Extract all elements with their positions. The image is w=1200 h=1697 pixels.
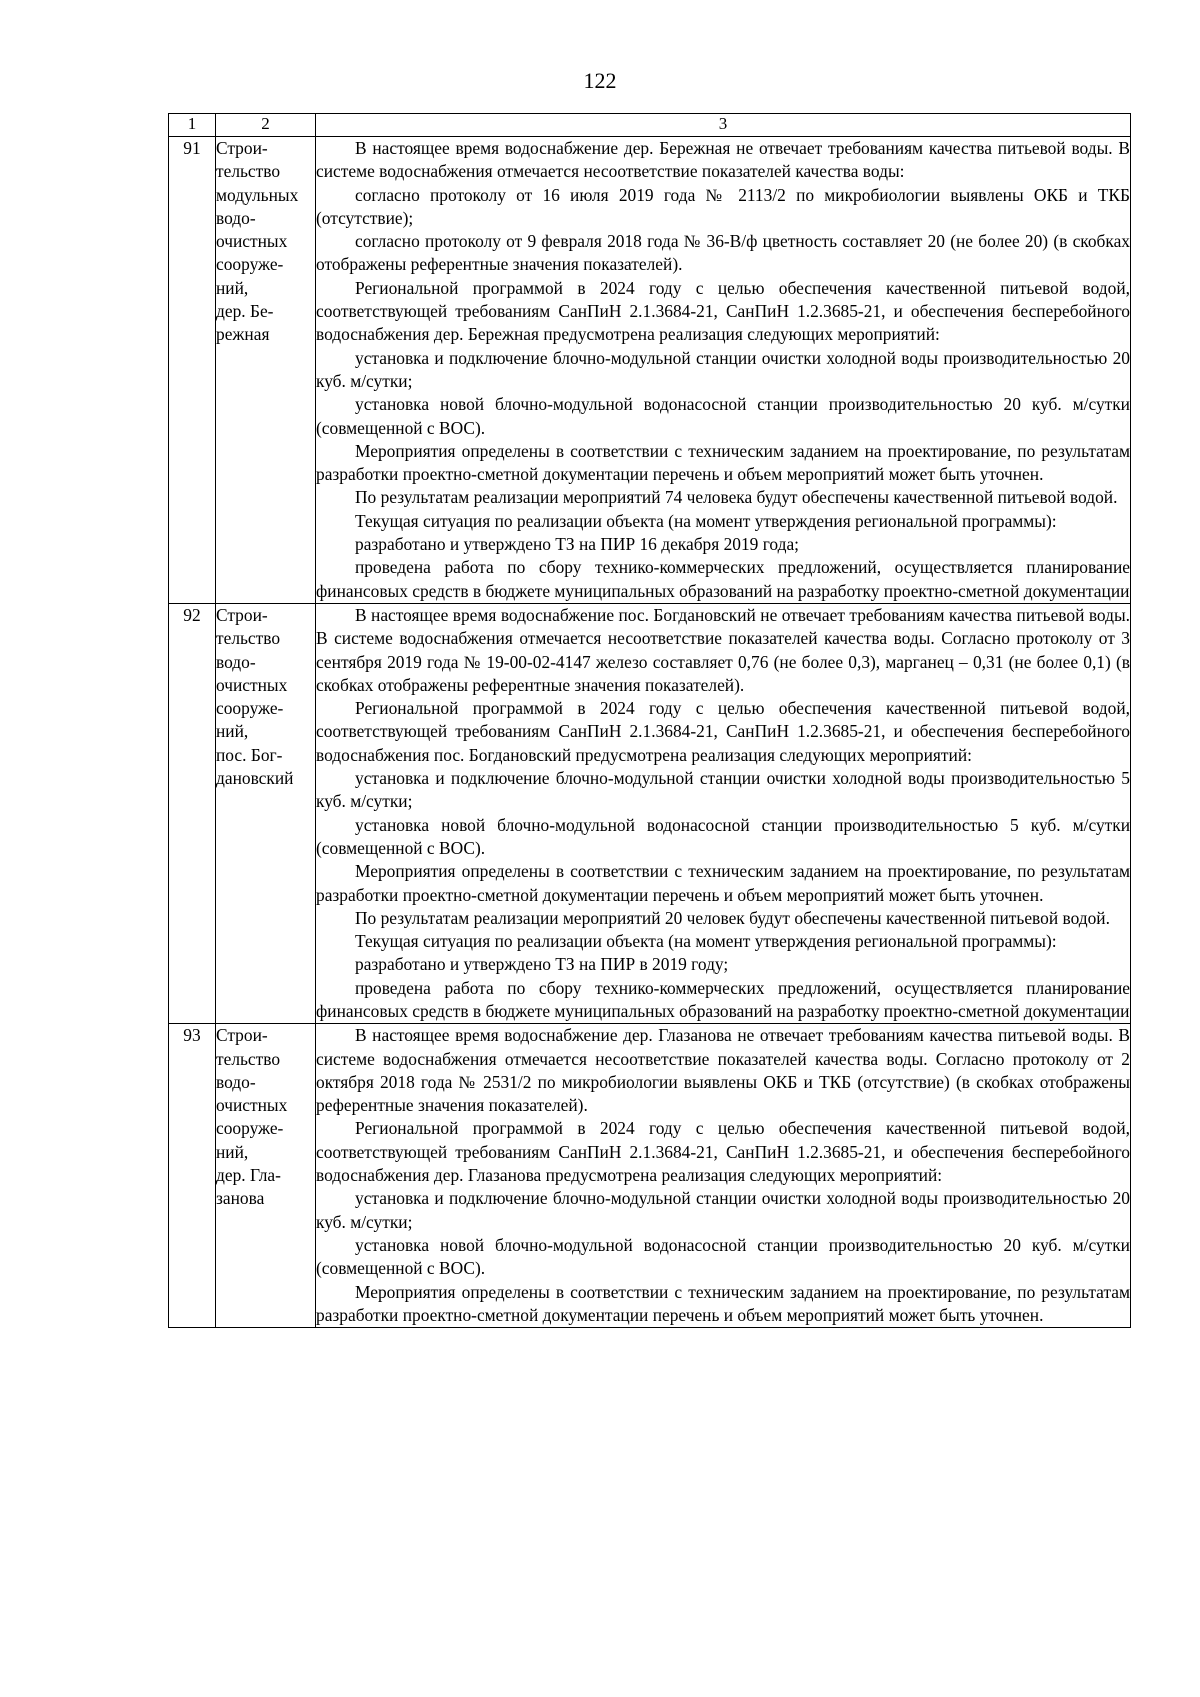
description-paragraph: В настоящее время водоснабжение дер. Бережная не отвечает требованиям качества питьевой воды. В системе водоснабжения отмечается несоответствие показателей качества воды: xyxy=(316,138,1130,182)
page-number: 122 xyxy=(583,68,617,93)
program-table xyxy=(168,113,1131,1328)
description-paragraph: проведена работа по сбору технико-коммерческих предложений, осуществляется планирование финансовых средств в бюджете муниципальных образований на разработку проектно-сметной документации xyxy=(316,977,1130,1021)
object-name: Строи- тельство водо- очистных сооруже- ний, пос. Бог- дановский xyxy=(216,603,316,1023)
description-paragraph: установка и подключение блочно-модульной станции очистки холодной воды производительностью 20 куб. м/сутки; xyxy=(316,1188,1130,1232)
column-header-3: 3 xyxy=(316,114,1131,137)
description-paragraph: Мероприятия определены в соответствии с техническим заданием на проектирование, по результатам разработки проектно-сметной документации перечень и объем мероприятий может быть уточнен. xyxy=(316,861,1130,905)
description-paragraph: Региональной программой в 2024 году с целью обеспечения качественной питьевой водой, соответствующей требованиям СанПиН 2.1.3684-21, СанПиН 1.2.3685-21, и обеспечения бесперебойного водоснабжения пос. Богдановский предусмотрена реализация следующих мероприятий: xyxy=(316,698,1130,765)
description-paragraph: Региональной программой в 2024 году с целью обеспечения качественной питьевой водой, соответствующей требованиям СанПиН 2.1.3684-21, СанПиН 1.2.3685-21, и обеспечения бесперебойного водоснабжения дер. Бережная предусмотрена реализация следующих мероприятий: xyxy=(316,277,1130,345)
description-paragraph: установка новой блочно-модульной водонасосной станции производительностью 20 куб. м/сутки (совмещенной с ВОС). xyxy=(316,394,1130,438)
object-name: Строи- тельство водо- очистных сооруже- ний, дер. Гла- занова xyxy=(216,1024,316,1328)
table-row xyxy=(169,137,1131,604)
description-paragraph: Мероприятия определены в соответствии с техническим заданием на проектирование, по результатам разработки проектно-сметной документации перечень и объем мероприятий может быть уточнен. xyxy=(316,440,1130,485)
description-paragraph: установка и подключение блочно-модульной станции очистки холодной воды производительностью 5 куб. м/сутки; xyxy=(316,768,1130,812)
description-paragraph: разработано и утверждено ТЗ на ПИР в 2019 году; xyxy=(355,954,729,975)
row-number: 93 xyxy=(169,1024,216,1328)
description-paragraph: По результатам реализации мероприятий 20 человек будут обеспечены качественной питьевой водой. xyxy=(355,907,1110,928)
object-name: Строи- тельство модульных водо- очистных сооруже- ний, дер. Бе- режная xyxy=(216,137,316,604)
table-row xyxy=(169,603,1131,1023)
description-cell xyxy=(316,137,1131,604)
description-paragraph: Текущая ситуация по реализации объекта (на момент утверждения региональной программы): xyxy=(355,931,1057,952)
description-paragraph: Текущая ситуация по реализации объекта (на момент утверждения региональной программы): xyxy=(355,510,1057,531)
description-paragraph: По результатам реализации мероприятий 74 человека будут обеспечены качественной питьевой водой. xyxy=(355,487,1118,508)
description-paragraph: проведена работа по сбору технико-коммерческих предложений, осуществляется планирование финансовых средств в бюджете муниципальных образований на разработку проектно-сметной документации xyxy=(316,557,1130,601)
table-row xyxy=(169,1024,1131,1328)
description-paragraph: разработано и утверждено ТЗ на ПИР 16 декабря 2019 года; xyxy=(355,534,800,555)
description-cell xyxy=(316,1024,1131,1328)
description-paragraph: установка новой блочно-модульной водонасосной станции производительностью 5 куб. м/сутки (совмещенной с ВОС). xyxy=(316,814,1130,858)
row-number: 91 xyxy=(169,137,216,604)
description-paragraph: согласно протоколу от 16 июля 2019 года № 2113/2 по микробиологии выявлены ОКБ и ТКБ (отсутствие); xyxy=(316,184,1130,228)
description-paragraph: В настоящее время водоснабжение пос. Богдановский не отвечает требованиям качества питьевой воды. В системе водоснабжения отмечается несоответствие показателей качества воды. Согласно протоколу от 3 сентября 2019 года № 19-00-02-4147 железо составляет 0,76 (не более 0,3), марганец – 0,31 (не более 0,1) (в скобках отображены референтные значения показателей). xyxy=(316,604,1130,695)
description-paragraph: установка и подключение блочно-модульной станции очистки холодной воды производительностью 20 куб. м/сутки; xyxy=(316,347,1130,391)
description-paragraph: Региональной программой в 2024 году с целью обеспечения качественной питьевой водой, соответствующей требованиям СанПиН 2.1.3684-21, СанПиН 1.2.3685-21, и обеспечения бесперебойного водоснабжения дер. Глазанова предусмотрена реализация следующих мероприятий: xyxy=(316,1118,1130,1186)
column-header-1: 1 xyxy=(169,114,216,137)
table-header-row xyxy=(169,114,1131,137)
description-paragraph: Мероприятия определены в соответствии с техническим заданием на проектирование, по результатам разработки проектно-сметной документации перечень и объем мероприятий может быть уточнен. xyxy=(316,1281,1130,1325)
row-number: 92 xyxy=(169,603,216,1023)
description-cell xyxy=(316,603,1131,1023)
column-header-2: 2 xyxy=(216,114,316,137)
description-paragraph: установка новой блочно-модульной водонасосной станции производительностью 20 куб. м/сутки (совмещенной с ВОС). xyxy=(316,1234,1130,1279)
description-paragraph: В настоящее время водоснабжение дер. Глазанова не отвечает требованиям качества питьевой воды. В системе водоснабжения отмечается несоответствие показателей качества воды. Согласно протоколу от 2 октября 2018 года № 2531/2 по микробиологии выявлены ОКБ и ТКБ (отсутствие) (в скобках отображены референтные значения показателей). xyxy=(316,1025,1130,1116)
description-paragraph: согласно протоколу от 9 февраля 2018 года № 36-В/ф цветность составляет 20 (не более 20) (в скобках отображены референтные значения показателей). xyxy=(316,231,1130,275)
